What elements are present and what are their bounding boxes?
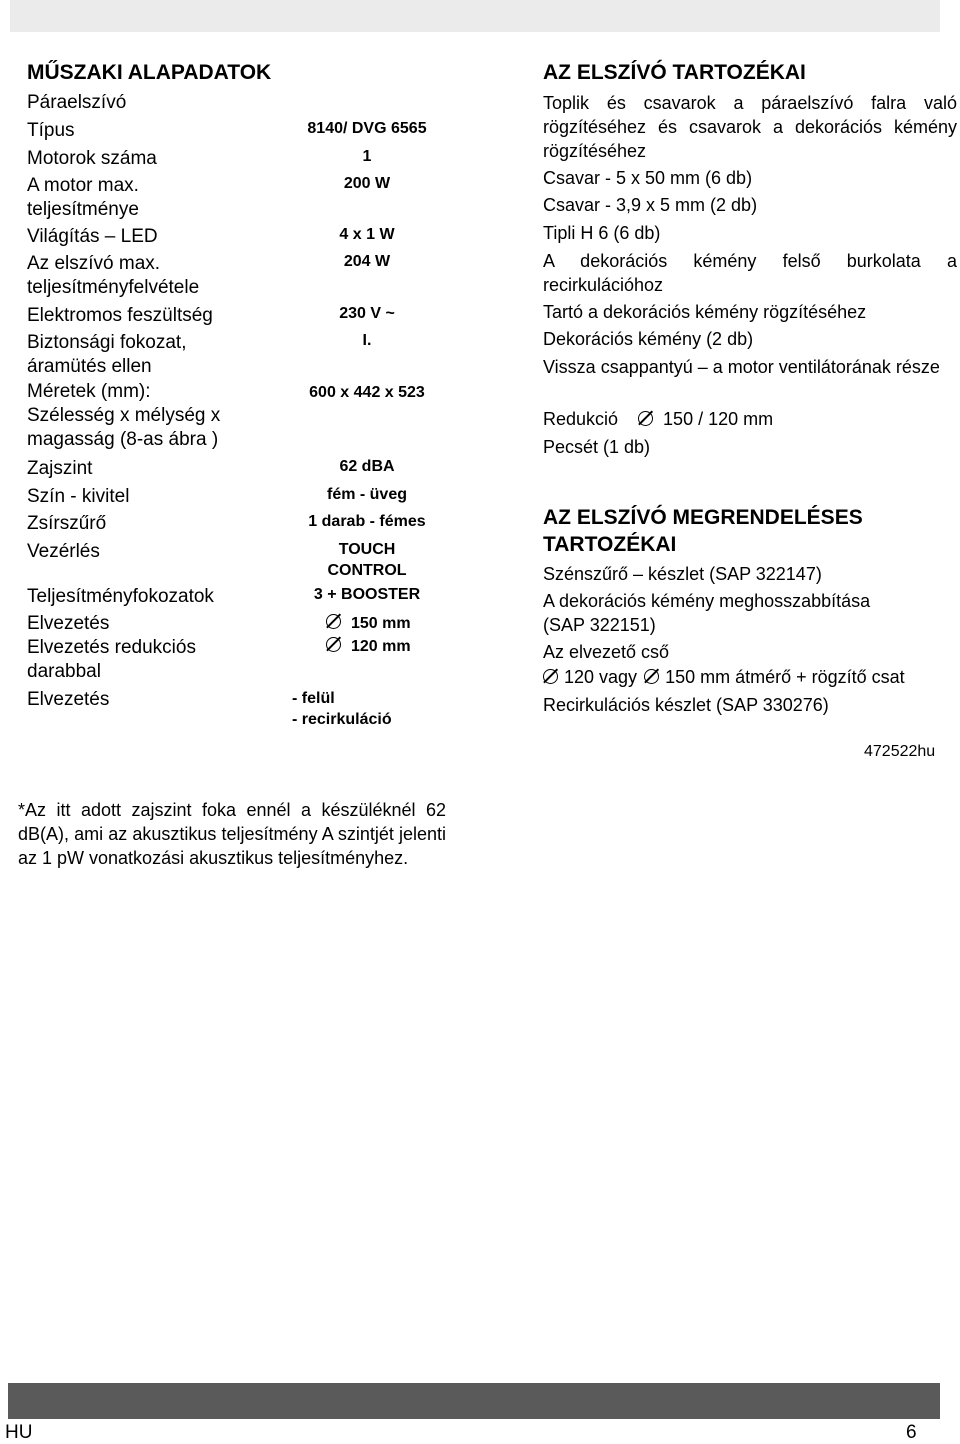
spec-value: - felül - recirkuláció <box>292 690 392 728</box>
spec-label: A motor max. teljesítménye <box>27 175 139 220</box>
accessory-item: A dekorációs kémény felső burkolata a recirkulációhoz <box>543 251 957 295</box>
spec-value: TOUCH CONTROL <box>327 541 407 579</box>
page-number: 6 <box>906 1422 917 1443</box>
spec-label: Zsírszűrő <box>27 513 107 534</box>
spec-label: Szín - kivitel <box>27 486 130 507</box>
spec-title: MŰSZAKI ALAPADATOK <box>27 61 272 84</box>
header-bar <box>10 0 940 32</box>
spec-value: 120 mm <box>322 636 411 657</box>
spec-value: 1 <box>362 148 372 165</box>
spec-label: Az elszívó max. teljesítményfelvétele <box>27 253 200 298</box>
diameter-icon <box>638 411 653 426</box>
accessory-item: Toplik és csavarok a páraelszívó falra való rögzítéséhez és csavarok a dekorációs kémény rögzítéséhez <box>543 93 957 161</box>
noise-footnote: *Az itt adott zajszint foka ennél a készüléknél 62 dB(A), ami az akusztikus teljesítmény A szintjét jelenti az 1 pW vonatkozási akusztikus teljesítményhez. <box>18 800 446 868</box>
accessory-item: Dekorációs kémény (2 db) <box>543 329 754 349</box>
spec-subtitle: Páraelszívó <box>27 92 127 113</box>
spec-label: Elvezetés <box>27 689 110 710</box>
spec-label: Méretek (mm): Szélesség x mélység x magasság (8-as ábra ) <box>27 381 221 450</box>
spec-value: 4 x 1 W <box>339 226 395 243</box>
spec-value: fém - üveg <box>326 486 407 503</box>
spec-value: I. <box>362 332 372 349</box>
spec-value: 62 dBA <box>339 458 395 475</box>
spec-value: 600 x 442 x 523 <box>309 384 425 401</box>
optional-item: 120 vagy 150 mm átmérő + rögzítő csat <box>543 665 957 689</box>
spec-label: Elvezetés <box>27 613 110 634</box>
accessory-item: Vissza csappantyú – a motor ventilátorának része <box>543 357 940 377</box>
spec-label: Elektromos feszültség <box>27 305 213 326</box>
spec-label: Típus <box>27 120 75 141</box>
spec-value: 200 W <box>343 175 391 192</box>
spec-label: Vezérlés <box>27 541 100 562</box>
spec-label: Biztonsági fokozat, áramütés ellen <box>27 332 187 377</box>
document-reference: 472522hu <box>864 743 936 760</box>
spec-label: Teljesítményfokozatok <box>27 586 214 607</box>
spec-label: Zajszint <box>27 458 93 479</box>
language-code: HU <box>5 1422 33 1443</box>
diameter-icon <box>326 637 341 652</box>
accessory-item: Redukció 150 / 120 mm <box>543 409 774 429</box>
optional-item: Recirkulációs készlet (SAP 330276) <box>543 695 829 715</box>
spec-label: Motorok száma <box>27 148 157 169</box>
accessory-item: Csavar - 3,9 x 5 mm (2 db) <box>543 195 758 215</box>
spec-value: 3 + BOOSTER <box>313 586 421 603</box>
optional-item: A dekorációs kémény meghosszabbítása (SAP 322151) <box>543 591 871 635</box>
spec-value: 150 mm <box>322 613 411 634</box>
spec-value: 1 darab - fémes <box>308 513 426 530</box>
optional-item: Az elvezető cső <box>543 642 670 662</box>
spec-value: 204 W <box>343 253 391 270</box>
optional-accessories-title: AZ ELSZÍVÓ MEGRENDELÉSES TARTOZÉKAI <box>543 506 863 556</box>
accessory-item: Tipli H 6 (6 db) <box>543 223 661 243</box>
spec-value: 230 V ~ <box>339 305 395 322</box>
accessory-item: Csavar - 5 x 50 mm (6 db) <box>543 168 753 188</box>
footer-bar <box>8 1383 940 1419</box>
accessory-item: Tartó a dekorációs kémény rögzítéséhez <box>543 302 867 322</box>
spec-label: Világítás – LED <box>27 226 158 247</box>
spec-label: Elvezetés redukciós darabbal <box>27 637 196 682</box>
diameter-icon <box>543 669 558 684</box>
diameter-icon <box>326 614 341 629</box>
accessory-item: Pecsét (1 db) <box>543 437 651 457</box>
accessories-title: AZ ELSZÍVÓ TARTOZÉKAI <box>543 61 806 84</box>
optional-item: Szénszűrő – készlet (SAP 322147) <box>543 564 822 584</box>
spec-value: 8140/ DVG 6565 <box>307 120 427 137</box>
diameter-icon <box>644 669 659 684</box>
